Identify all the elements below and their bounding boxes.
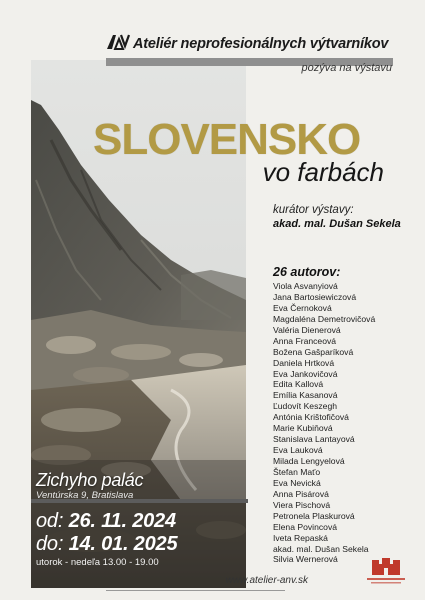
invitation-text: pozýva na výstavu [301, 62, 392, 74]
author-item: Petronela Plaskurová [273, 510, 355, 521]
author-item: Eva Nevická [273, 477, 321, 488]
organizer-name: Ateliér neprofesionálnych výtvarníkov [133, 36, 389, 52]
venue-name: Zichyho palác [36, 470, 144, 490]
author-item: Elena Povincová [273, 521, 338, 532]
author-item: Marie Kubiňová [273, 423, 333, 434]
website-link[interactable]: www.atelier-anv.sk [225, 575, 308, 586]
footer-line [106, 590, 285, 591]
author-item: Viola Asvanyiová [273, 281, 338, 291]
authors-heading: 26 autorov: [273, 265, 341, 279]
author-item: Iveta Repaská [273, 532, 328, 543]
author-item: Jana Bartosiewiczová [273, 291, 357, 302]
author-item: Magdaléna Demetrovičová [273, 313, 376, 324]
date-from-label: od: [36, 510, 64, 532]
author-item: Ľudovít Keszegh [273, 401, 338, 412]
date-from [36, 510, 176, 533]
author-item: Eva Jankovičová [273, 368, 338, 379]
curator-name: akad. mal. Dušan Sekela [273, 218, 401, 230]
author-item: Božena Gašparíková [273, 346, 354, 357]
date-from-value: 26. 11. 2024 [68, 510, 176, 532]
author-item: Eva Černoková [273, 302, 332, 313]
authors-list [273, 281, 375, 565]
date-to-label: do: [36, 533, 64, 555]
venue-address: Ventúrska 9, Bratislava [36, 490, 134, 501]
author-item: Anna Franceová [273, 335, 337, 346]
bratislava-castle-emblem-icon [363, 557, 409, 585]
author-item: Emília Kasanová [273, 390, 338, 401]
exhibition-subtitle: vo farbách [262, 157, 384, 187]
date-to-value: 14. 01. 2025 [68, 533, 178, 555]
anv-logo-icon [106, 34, 130, 50]
exhibition-title: SLOVENSKO [93, 115, 361, 164]
date-to [36, 533, 177, 556]
author-item: Edita Kallová [273, 379, 324, 390]
author-item: Štefan Maťo [273, 466, 321, 477]
author-item: Viera Pischová [273, 499, 331, 510]
author-item: Daniela Hrtková [273, 357, 335, 368]
author-item: Milada Lengyelová [273, 456, 345, 466]
curator-label: kurátor výstavy: [273, 204, 354, 216]
opening-hours: utorok - nedeľa 13.00 - 19.00 [36, 557, 159, 568]
author-item: akad. mal. Dušan Sekela [273, 543, 369, 554]
author-item: Anna Pisárová [273, 488, 329, 499]
author-item: Valéria Dienerová [273, 324, 341, 335]
author-item: Antónia Krištofičová [273, 412, 349, 423]
author-item: Eva Lauková [273, 445, 323, 456]
author-item: Silvia Wernerová [273, 554, 338, 565]
author-item: Stanislava Lantayová [273, 434, 355, 445]
